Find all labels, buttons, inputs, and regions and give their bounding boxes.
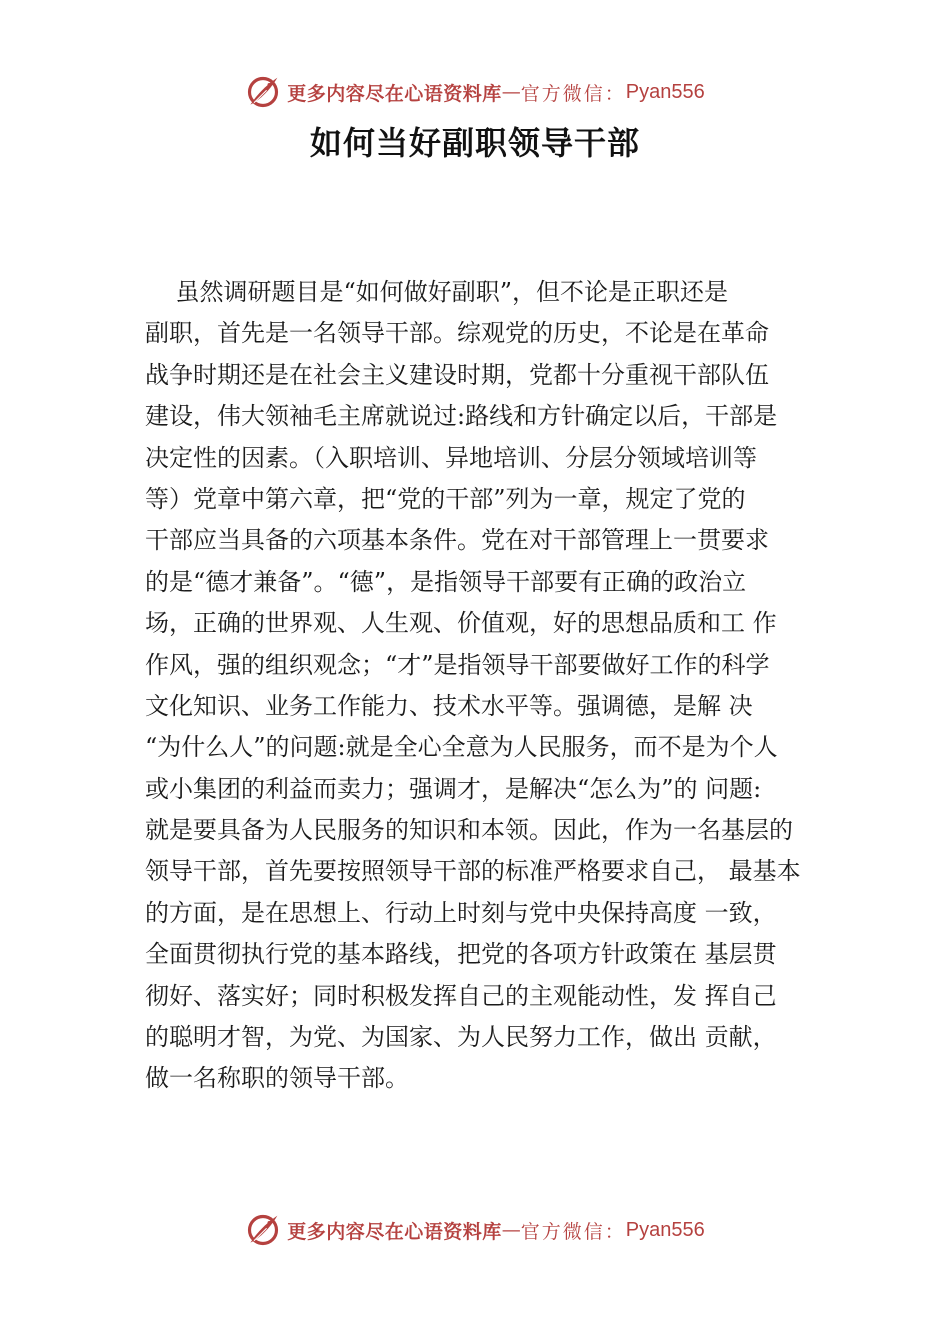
- quill-logo-icon: [245, 1212, 281, 1248]
- body-line: 的方面，是在思想上、行动上时刻与党中央保持高度 一致，: [145, 898, 777, 927]
- body-line: 建设，伟大领袖毛主席就说过:路线和方针确定以后，干部是: [145, 402, 778, 431]
- body-line: 全面贯彻执行党的基本路线，把党的各项方针政策在 基层贯: [145, 940, 777, 969]
- body-line: 决定性的因素。（入职培训、异地培训、分层分领域培训等: [145, 443, 757, 472]
- banner-brand-text: 更多内容尽在心语资料库: [287, 82, 502, 105]
- body-line: 就是要具备为人民服务的知识和本领。因此，作为一名基层的: [145, 816, 793, 845]
- body-line: 等）党章中第六章，把“党的干部”列为一章，规定了党的: [145, 484, 746, 513]
- page-title: 如何当好副职领导干部: [309, 124, 640, 162]
- banner-wechat-label: 官方微信：: [520, 1220, 626, 1243]
- quill-logo-icon: [245, 74, 281, 110]
- banner-brand-text: 更多内容尽在心语资料库: [287, 1220, 502, 1243]
- banner-wechat-label: 官方微信：: [520, 82, 626, 105]
- banner-wechat-id: Pyan556: [625, 1218, 705, 1241]
- body-line: 战争时期还是在社会主义建设时期，党都十分重视干部队伍: [145, 360, 769, 389]
- body-line: 彻好、落实好；同时积极发挥自己的主观能动性，发 挥自己: [145, 981, 777, 1010]
- body-paragraph: [145, 272, 835, 1100]
- footer-banner: [0, 1210, 950, 1250]
- body-line: 领导干部，首先要按照领导干部的标准严格要求自己， 最基本: [145, 857, 801, 886]
- body-line: 或小集团的利益而卖力；强调才，是解决“怎么为”的 问题:: [145, 774, 762, 803]
- header-banner: [0, 72, 950, 112]
- banner-separator: —: [501, 1219, 521, 1241]
- banner-separator: —: [501, 81, 521, 103]
- body-line: 的聪明才智，为党、为国家、为人民努力工作，做出 贡献，: [145, 1023, 777, 1052]
- body-line: 干部应当具备的六项基本条件。党在对干部管理上一贯要求: [145, 526, 769, 555]
- body-line: 副职，首先是一名领导干部。综观党的历史，不论是在革命: [145, 319, 769, 348]
- body-line: 做一名称职的领导干部。: [145, 1064, 409, 1093]
- body-line: 的是“德才兼备”。“德”，是指领导干部要有正确的政治立: [145, 567, 747, 596]
- banner-wechat-id: Pyan556: [625, 80, 705, 103]
- body-line: 虽然调研题目是“如何做好副职”，但不论是正职还是: [145, 278, 729, 306]
- body-line: 场，正确的世界观、人生观、价值观，好的思想品质和工 作: [145, 609, 777, 638]
- body-line: “为什么人”的问题:就是全心全意为人民服务，而不是为个人: [145, 733, 778, 762]
- body-line: 作风，强的组织观念；“才”是指领导干部要做好工作的科学: [145, 650, 770, 679]
- body-line: 文化知识、业务工作能力、技术水平等。强调德，是解 决: [145, 691, 753, 720]
